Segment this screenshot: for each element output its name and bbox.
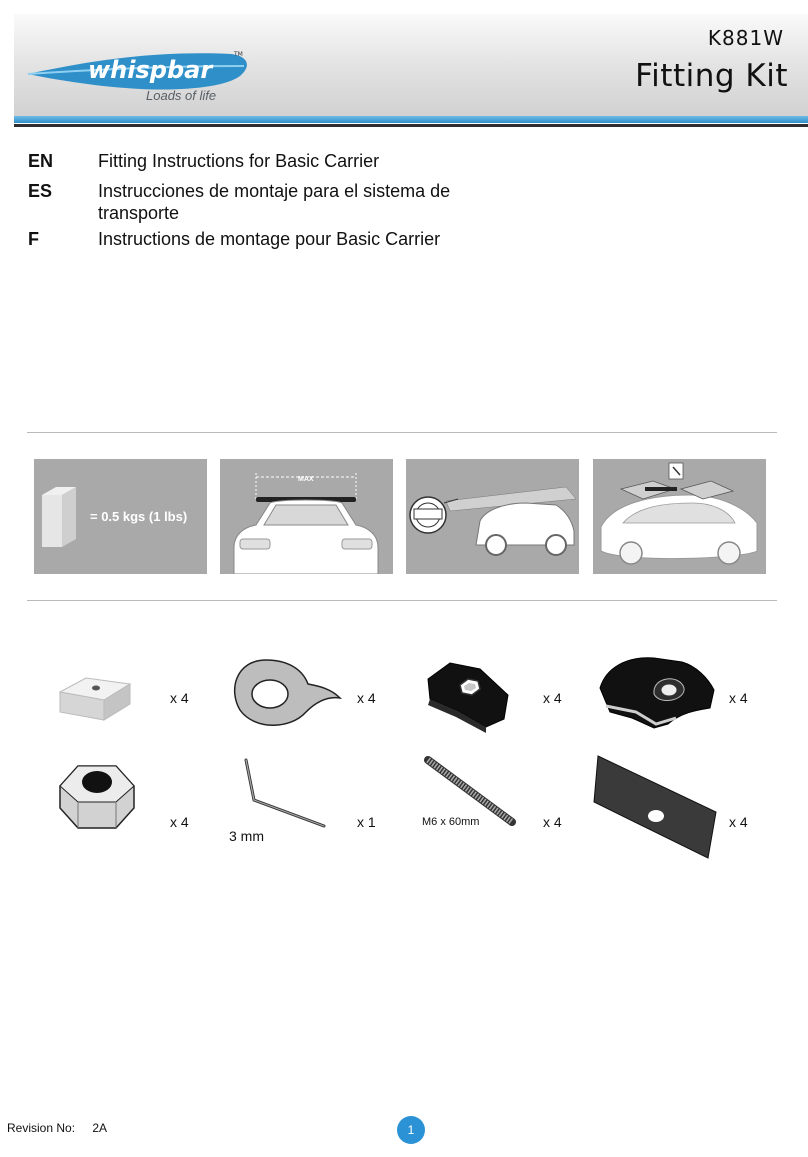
part-quantity: x 4 xyxy=(729,814,748,830)
part-quantity: x 4 xyxy=(729,690,748,706)
language-code: EN xyxy=(28,151,54,171)
divider xyxy=(27,432,777,433)
roof-carrier-panel xyxy=(593,459,766,574)
part-quantity: x 4 xyxy=(543,814,562,830)
max-width-panel xyxy=(220,459,393,574)
measure-panel xyxy=(406,459,579,574)
part-quantity: x 1 xyxy=(357,814,376,830)
logo-trademark: TM xyxy=(234,51,243,58)
language-code: ES xyxy=(28,181,53,201)
part-quantity: x 4 xyxy=(543,690,562,706)
weight-panel xyxy=(34,459,207,574)
language-text: Instrucciones de montaje para el sistema de transporte xyxy=(98,181,451,223)
car-roof-carrier-icon xyxy=(593,459,766,574)
rubber-sheet-icon xyxy=(590,750,724,862)
allen-key-icon xyxy=(234,756,334,832)
kit-title: Fitting Kit xyxy=(635,58,788,94)
washer-tab-icon xyxy=(226,650,346,734)
header-line xyxy=(14,124,808,127)
language-code: F xyxy=(28,229,39,249)
car-measure-tape-icon xyxy=(406,459,579,574)
revision-label: Revision No: xyxy=(7,1121,76,1135)
header-stripe xyxy=(14,116,808,123)
part-quantity: x 4 xyxy=(170,690,189,706)
header xyxy=(0,0,808,134)
part-quantity: x 4 xyxy=(170,814,189,830)
language-text: Fitting Instructions for Basic Carrier xyxy=(98,151,380,171)
revision-value: 2A xyxy=(92,1121,108,1135)
foot-bracket-icon xyxy=(596,648,722,734)
revision-number xyxy=(7,1121,107,1135)
max-label: MAX xyxy=(298,476,314,483)
language-text: Instructions de montage pour Basic Carrier xyxy=(98,229,441,249)
page-number-badge: 1 xyxy=(397,1116,425,1144)
threaded-rod-size: M6 x 60mm xyxy=(422,816,480,828)
logo-tagline: Loads of life xyxy=(146,88,217,103)
whispbar-logo xyxy=(26,36,256,108)
divider xyxy=(27,600,777,601)
weight-label: = 0.5 kgs (1 lbs) xyxy=(90,509,188,524)
part-quantity: x 4 xyxy=(357,690,376,706)
logo-text: whispbar xyxy=(88,56,213,84)
clamp-block-icon xyxy=(420,655,520,735)
car-front-max-width-icon xyxy=(220,459,393,574)
rubber-pad-icon xyxy=(56,658,136,724)
kit-code: K881W xyxy=(707,26,784,50)
hex-nut-icon xyxy=(56,756,140,836)
allen-key-size: 3 mm xyxy=(229,828,264,844)
